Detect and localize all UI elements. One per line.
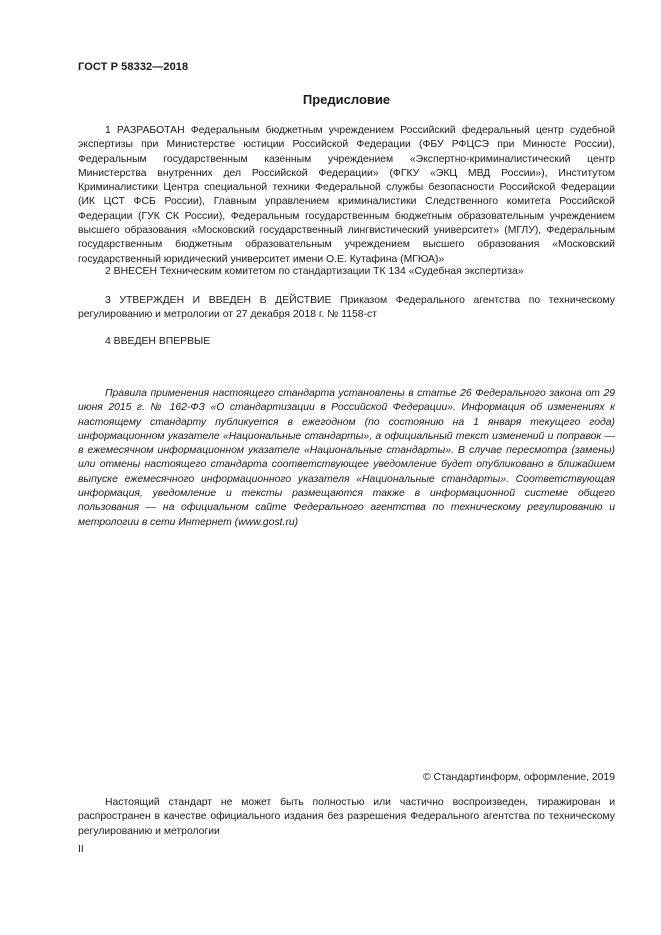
standard-application-notice: Правила применения настоящего стандарта установлены в статье 26 Федерального закона от 29 июня 2015 г. № 162-ФЗ «О стандартизации в Российской Федерации». Информация об изменениях к настоящему стандарту публикуется в ежегодном (по состоянию на 1 января текущего года) информационном указателе «Национальные стандарты», а официальный текст изменений и поправок — в ежемесячном информационном указателе «Национальные стандарты». В случае пересмотра (замены) или отмены настоящего стандарта соответствующее уведомление будет опубликовано в ближайшем выпуске ежемесячного информационного указателя «Национальные стандарты». Соответствующая информация, уведомление и тексты размещаются также в информационной системе общего пользования — на официальном сайте Федерального агентства по техническому регулированию и метрологии в сети Интернет (www.gost.ru) [78, 388, 615, 528]
paragraph-approved: 3 УТВЕРЖДЕН И ВВЕДЕН В ДЕЙСТВИЕ Приказом Федерального агентства по техническому регулированию и метрологии от 27 декабря 2018 г. № 1158-ст [78, 295, 615, 321]
paragraph-introduced-by: 2 ВНЕСЕН Техническим комитетом по стандартизации ТК 134 «Судебная экспертиза» [105, 266, 524, 277]
paragraph-first-introduced: 4 ВВЕДЕН ВПЕРВЫЕ [105, 336, 211, 347]
document-code: ГОСТ Р 58332—2018 [78, 61, 189, 73]
copyright-line: © Стандартинформ, оформление, 2019 [422, 772, 615, 783]
page-number: II [78, 844, 84, 855]
reproduction-restriction-text: Настоящий стандарт не может быть полностью или частично воспроизведен, тиражирован и распространен в качестве официального издания без разрешения Федерального агентства по техническому регулированию и метрологии [78, 797, 615, 837]
page-title: Предисловие [302, 92, 391, 107]
paragraph-developed-by: 1 РАЗРАБОТАН Федеральным бюджетным учреждением Российский федеральный центр судебной экспертизы при Министерстве юстиции Российской Федерации (ФБУ РФЦСЭ при Минюсте России), Федеральным государственным казенным учреждением «Экспертно-криминалистический центр Министерства внутренних дел Российской Федерации» (ФГКУ «ЭКЦ МВД России»), Институтом Криминалистики Центра специальной техники Федеральной службы безопасности Российской Федерации (ИК ЦСТ ФСБ России), Главным управлением криминалистики Следственного комитета Российской Федерации (ГУК СК России), Федеральным государственным бюджетным образовательным учреждением высшего образования «Московский государственный лингвистический университет» (МГЛУ), Федеральным государственным бюджетным образовательным учреждением высшего образования «Московский государственный юридический университет имени О.Е. Кутафина (МГЮА)» [78, 125, 615, 265]
